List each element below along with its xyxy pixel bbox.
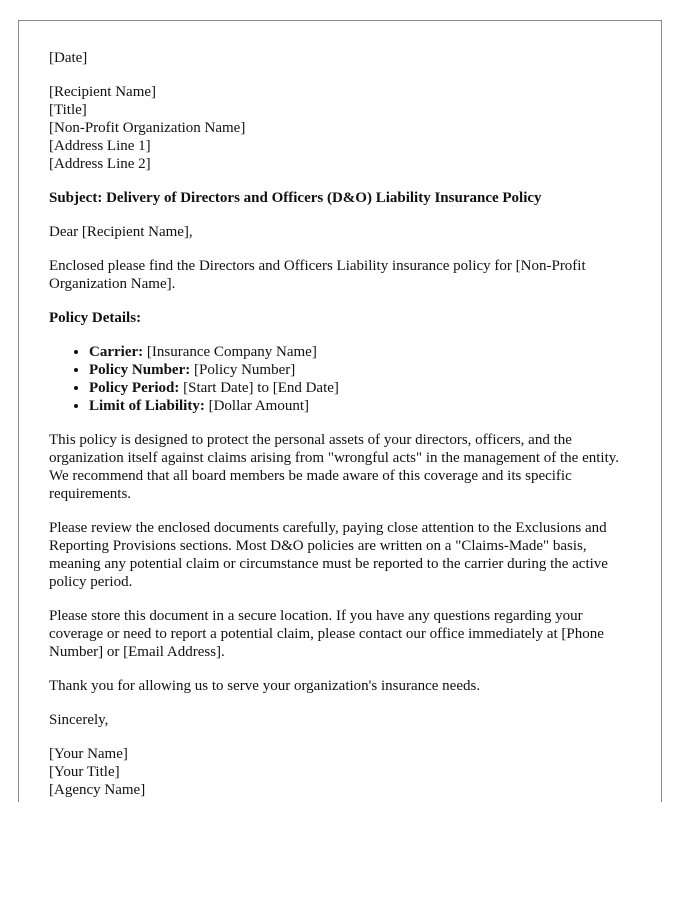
policy-detail-policy-number: [89, 361, 631, 379]
detail-value: [Policy Number]: [190, 362, 296, 378]
detail-value: [Insurance Company Name]: [143, 344, 317, 360]
policy-details-list: [49, 343, 631, 415]
detail-label: Carrier:: [89, 344, 144, 360]
signature-block: [49, 745, 631, 799]
intro-paragraph: Enclosed please find the Directors and Officers Liability insurance policy for [Non-Profit Organization Name].: [49, 258, 586, 292]
recipient-organization: [Non-Profit Organization Name]: [49, 120, 246, 136]
detail-label: Policy Number:: [89, 362, 191, 378]
policy-detail-policy-period: [89, 379, 631, 397]
agency-name: [Agency Name]: [49, 782, 146, 798]
detail-value: [Dollar Amount]: [204, 398, 309, 414]
recipient-title: [Title]: [49, 102, 87, 118]
closing: Sincerely,: [49, 712, 109, 728]
detail-label: Policy Period:: [89, 380, 180, 396]
salutation: Dear [Recipient Name],: [49, 224, 193, 240]
storage-contact-paragraph: Please store this document in a secure location. If you have any questions regarding your coverage or need to report a potential claim, please contact our office immediately at [Phone Number] or [Email Address].: [49, 608, 604, 660]
recipient-address-line-2: [Address Line 2]: [49, 156, 151, 172]
recipient-address-block: [49, 83, 631, 173]
policy-detail-limit-of-liability: [89, 397, 631, 415]
detail-label: Limit of Liability:: [89, 398, 205, 414]
sender-name: [Your Name]: [49, 746, 128, 762]
letter-page: [18, 20, 662, 802]
policy-details-heading: Policy Details:: [49, 310, 142, 326]
thank-you-paragraph: Thank you for allowing us to serve your organization's insurance needs.: [49, 678, 481, 694]
sender-title: [Your Title]: [49, 764, 120, 780]
review-paragraph: Please review the enclosed documents carefully, paying close attention to the Exclusions and Reporting Provisions sections. Most D&O policies are written on a "Claims-Made" basis, meaning any potential claim or circumstance must be reported to the carrier during the active policy period.: [49, 520, 608, 590]
recipient-address-line-1: [Address Line 1]: [49, 138, 151, 154]
detail-value: [Start Date] to [End Date]: [179, 380, 339, 396]
date-line: [Date]: [49, 50, 88, 66]
recipient-name: [Recipient Name]: [49, 84, 157, 100]
policy-detail-carrier: [89, 343, 631, 361]
coverage-paragraph: This policy is designed to protect the personal assets of your directors, officers, and the organization itself against claims arising from "wrongful acts" in the management of the entity. We recommend that all board members be made aware of this coverage and its specific requirements.: [49, 432, 620, 502]
subject-line: Subject: Delivery of Directors and Officers (D&O) Liability Insurance Policy: [49, 190, 542, 206]
